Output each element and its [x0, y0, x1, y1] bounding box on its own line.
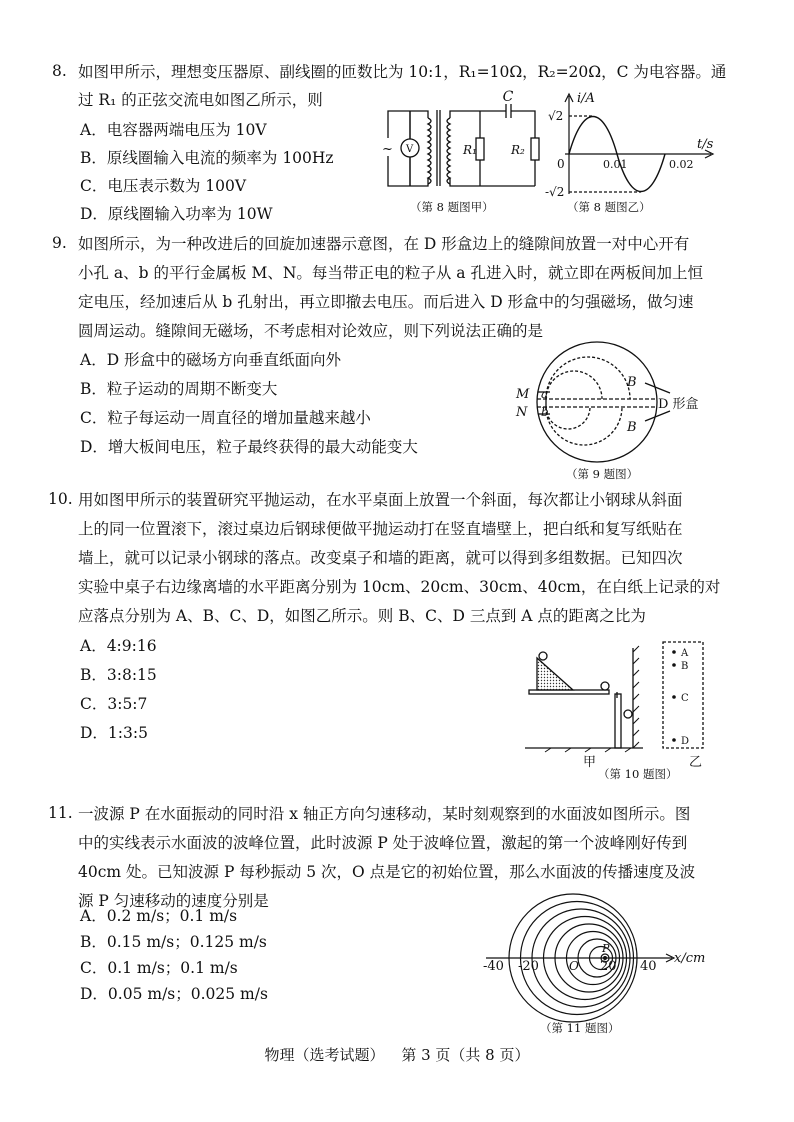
water-wave-diagram — [480, 890, 720, 1026]
question-text-line: 实验中桌子右边缘离墙的水平距离分别为 10cm、20cm、30cm、40cm，在白纸上记录的对 — [78, 578, 721, 596]
capacitor-label: C — [502, 89, 514, 105]
figure-8-circuit — [380, 89, 540, 196]
x-tick-label: 0.01 — [603, 158, 628, 171]
impact-point-d — [672, 738, 676, 742]
question-text-line: 定电压，经加速后从 b 孔射出，再立即撤去电压。而后进入 D 形盒中的匀强磁场，做匀速 — [78, 293, 694, 311]
point-b-label: B — [681, 661, 689, 672]
option-d: D．增大板间电压，粒子最终获得的最大动能变大 — [80, 438, 418, 456]
question-text-line: 圆周运动。缝隙间无磁场，不考虑相对论效应，则下列说法正确的是 — [78, 322, 544, 340]
tick-label: O — [569, 959, 579, 973]
plate-n-label: N — [516, 405, 528, 420]
question-number: 11. — [48, 804, 73, 822]
figure-caption: （第 8 题图甲） — [410, 200, 494, 214]
option-c: C．0.1 m/s；0.1 m/s — [80, 959, 238, 977]
source-p-label: P — [602, 942, 610, 955]
option-c: C．3:5:7 — [80, 695, 148, 713]
figure-caption: （第 10 题图） — [598, 767, 678, 781]
question-text-line: 用如图甲所示的装置研究平抛运动，在水平桌面上放置一个斜面，每次都让小钢球从斜面 — [78, 491, 683, 509]
option-d: D．原线圈输入功率为 10W — [80, 205, 273, 223]
footer-page-number: 第 3 页（共 8 页） — [401, 1046, 530, 1064]
option-a: A．4:9:16 — [80, 637, 157, 655]
question-text-line: 小孔 a、b 的平行金属板 M、N。每当带正电的粒子从 a 孔进入时，就立即在两板间加上恒 — [78, 264, 703, 282]
hole-b-label: b — [541, 405, 549, 419]
figure-caption: （第 9 题图） — [566, 467, 639, 481]
field-b-label: B — [627, 420, 637, 435]
d-box-label: D 形盒 — [658, 397, 699, 412]
point-c-label: C — [681, 693, 689, 704]
footer-subject: 物理（选考试题） — [264, 1046, 385, 1064]
option-c: C．粒子每运动一周直径的增加量越来越小 — [80, 409, 371, 427]
option-a: A．0.2 m/s；0.1 m/s — [80, 907, 238, 925]
question-text-line: 上的同一位置滚下，滚过桌边后钢球便做平抛运动打在竖直墙壁上，把白纸和复写纸贴在 — [78, 520, 683, 538]
tick-label: 40 — [640, 959, 657, 974]
question-number: 9. — [52, 234, 67, 252]
figure-10-apparatus — [525, 640, 725, 770]
figure-caption: （第 11 题图） — [540, 1021, 620, 1035]
current-time-graph — [545, 90, 720, 202]
r2-label: R₂ — [511, 143, 525, 157]
question-text-line: 中的实线表示水面波的波峰位置，此时波源 P 处于波峰位置，激起的第一个波峰刚好传到 — [78, 834, 688, 852]
question-text-line: 过 R₁ 的正弦交流电如图乙所示，则 — [78, 91, 323, 109]
point-d-label: D — [681, 736, 690, 747]
figure-jia-label: 甲 — [583, 755, 597, 770]
option-d: D．0.05 m/s；0.025 m/s — [80, 985, 268, 1003]
origin-label: 0 — [557, 157, 565, 171]
option-b: B．0.15 m/s；0.125 m/s — [80, 933, 267, 951]
projectile-apparatus-diagram — [525, 640, 725, 770]
question-text-line: 应落点分别为 A、B、C、D，如图乙所示。则 B、C、D 三点到 A 点的距离之比为 — [78, 607, 646, 625]
question-text-line: 墙上，就可以记录小钢球的落点。改变桌子和墙的距离，就可以得到多组数据。已知四次 — [78, 549, 683, 567]
option-d: D．1:3:5 — [80, 724, 148, 742]
option-a: A．D 形盒中的磁场方向垂直纸面向外 — [80, 351, 342, 369]
x-axis-label: t/s — [697, 137, 714, 152]
question-text-line: 如图甲所示，理想变压器原、副线圈的匝数比为 10:1，R₁=10Ω，R₂=20Ω，C 为电容器。通 — [78, 63, 727, 81]
tick-label: -20 — [518, 959, 539, 974]
figure-9-cyclotron — [512, 340, 712, 468]
transformer-circuit-diagram — [380, 89, 540, 196]
page-footer — [0, 1044, 794, 1065]
tick-label: 20 — [600, 959, 617, 974]
tick-label: -40 — [483, 959, 504, 974]
figure-yi-label: 乙 — [689, 755, 703, 770]
hole-a-label: a — [541, 387, 549, 401]
y-min-label: -√2 — [545, 185, 565, 199]
question-text-line: 源 P 匀速移动的速度分别是 — [78, 892, 269, 910]
ac-source-icon: ~ — [382, 142, 393, 157]
cyclotron-diagram — [512, 340, 712, 468]
option-b: B．粒子运动的周期不断变大 — [80, 380, 278, 398]
option-c: C．电压表示数为 100V — [80, 177, 247, 195]
x-tick-label: 0.02 — [669, 158, 694, 171]
question-number: 8. — [52, 62, 67, 80]
figure-11-waves — [480, 890, 720, 1026]
option-b: B．3:8:15 — [80, 666, 157, 684]
r1-label: R₁ — [463, 143, 477, 157]
impact-point-b — [672, 663, 676, 667]
figure-8-graph — [545, 90, 720, 202]
option-a: A．电容器两端电压为 10V — [80, 121, 267, 139]
voltmeter-label: V — [406, 144, 414, 155]
question-number: 10. — [48, 490, 73, 508]
option-b: B．原线圈输入电流的频率为 100Hz — [80, 149, 334, 167]
question-text-line: 40cm 处。已知波源 P 每秒振动 5 次，O 点是它的初始位置，那么水面波的传播速度及波 — [78, 863, 696, 881]
field-b-label: B — [627, 375, 637, 390]
y-axis-label: i/A — [577, 91, 595, 106]
x-axis-label: x/cm — [674, 951, 706, 966]
impact-point-a — [672, 650, 676, 654]
question-text-line: 一波源 P 在水面振动的同时沿 x 轴正方向匀速移动，某时刻观察到的水面波如图所示。图 — [78, 805, 691, 823]
y-max-label: √2 — [548, 109, 564, 123]
question-text-line: 如图所示，为一种改进后的回旋加速器示意图，在 D 形盒边上的缝隙间放置一对中心开有 — [78, 235, 690, 253]
point-a-label: A — [681, 648, 689, 659]
plate-m-label: M — [516, 387, 530, 402]
figure-caption: （第 8 题图乙） — [567, 200, 651, 214]
impact-point-c — [672, 695, 676, 699]
